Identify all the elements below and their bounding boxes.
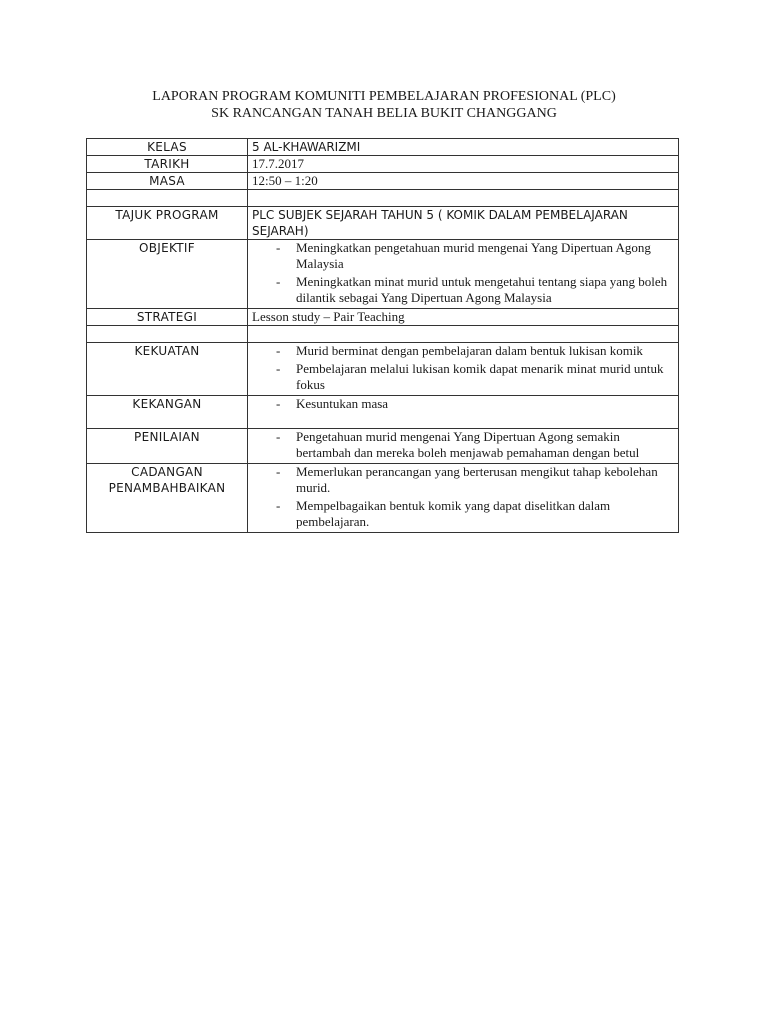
objektif-list <box>252 240 674 306</box>
value-tarikh: 17.7.2017 <box>248 156 679 173</box>
value-kekuatan <box>248 343 679 396</box>
row-cadangan <box>87 464 679 533</box>
value-kelas: 5 AL-KHAWARIZMI <box>248 139 679 156</box>
list-item: - Kesuntukan masa <box>296 396 670 412</box>
empty-row <box>87 190 679 207</box>
list-item: - Memerlukan perancangan yang berterusan mengikut tahap kebolehan murid. <box>296 464 670 496</box>
label-cadangan-penambahbaikan <box>87 464 248 533</box>
list-item: - Meningkatkan pengetahuan murid mengenai Yang Dipertuan Agong Malaysia <box>296 240 670 272</box>
list-item: - Meningkatkan minat murid untuk mengetahui tentang siapa yang boleh dilantik sebagai Yang Dipertuan Agong Malaysia <box>296 274 670 306</box>
empty-cell <box>248 190 679 207</box>
list-item: - Murid berminat dengan pembelajaran dalam bentuk lukisan komik <box>296 343 670 359</box>
label-kekangan: KEKANGAN <box>87 396 248 429</box>
label-tajuk-program: TAJUK PROGRAM <box>87 207 248 240</box>
value-masa: 12:50 – 1:20 <box>248 173 679 190</box>
label-line: PENAMBAHBAIKAN <box>108 481 226 495</box>
row-kekuatan <box>87 343 679 396</box>
list-item: - Pengetahuan murid mengenai Yang Dipertuan Agong semakin bertambah dan mereka boleh menjawab pemahaman dengan betul <box>296 429 670 461</box>
row-masa <box>87 173 679 190</box>
value-penilaian <box>248 429 679 464</box>
empty-cell <box>248 326 679 343</box>
row-strategi <box>87 309 679 326</box>
row-tajuk <box>87 207 679 240</box>
label-tarikh: TARIKH <box>87 156 248 173</box>
row-penilaian <box>87 429 679 464</box>
cadangan-list <box>252 464 674 530</box>
label-penilaian: PENILAIAN <box>87 429 248 464</box>
kekangan-list <box>252 396 674 412</box>
report-title: LAPORAN PROGRAM KOMUNITI PEMBELAJARAN PROFESIONAL (PLC) <box>152 89 616 104</box>
value-objektif <box>248 240 679 309</box>
value-cadangan <box>248 464 679 533</box>
value-kekangan <box>248 396 679 429</box>
penilaian-list <box>252 429 674 461</box>
label-objektif: OBJEKTIF <box>87 240 248 309</box>
value-tajuk-program: PLC SUBJEK SEJARAH TAHUN 5 ( KOMIK DALAM PEMBELAJARAN SEJARAH) <box>248 207 679 240</box>
row-kelas <box>87 139 679 156</box>
list-item: - Pembelajaran melalui lukisan komik dapat menarik minat murid untuk fokus <box>296 361 670 393</box>
kekuatan-list <box>252 343 674 393</box>
empty-cell <box>87 190 248 207</box>
row-kekangan <box>87 396 679 429</box>
label-strategi: STRATEGI <box>87 309 248 326</box>
label-line: CADANGAN <box>131 465 203 479</box>
school-name: SK RANCANGAN TANAH BELIA BUKIT CHANGGANG <box>211 106 557 121</box>
label-kekuatan: KEKUATAN <box>87 343 248 396</box>
row-objektif <box>87 240 679 309</box>
empty-cell <box>87 326 248 343</box>
row-tarikh <box>87 156 679 173</box>
report-table <box>86 138 679 533</box>
empty-row <box>87 326 679 343</box>
value-strategi: Lesson study – Pair Teaching <box>248 309 679 326</box>
list-item: - Mempelbagaikan bentuk komik yang dapat diselitkan dalam pembelajaran. <box>296 498 670 530</box>
label-kelas: KELAS <box>87 139 248 156</box>
label-masa: MASA <box>87 173 248 190</box>
